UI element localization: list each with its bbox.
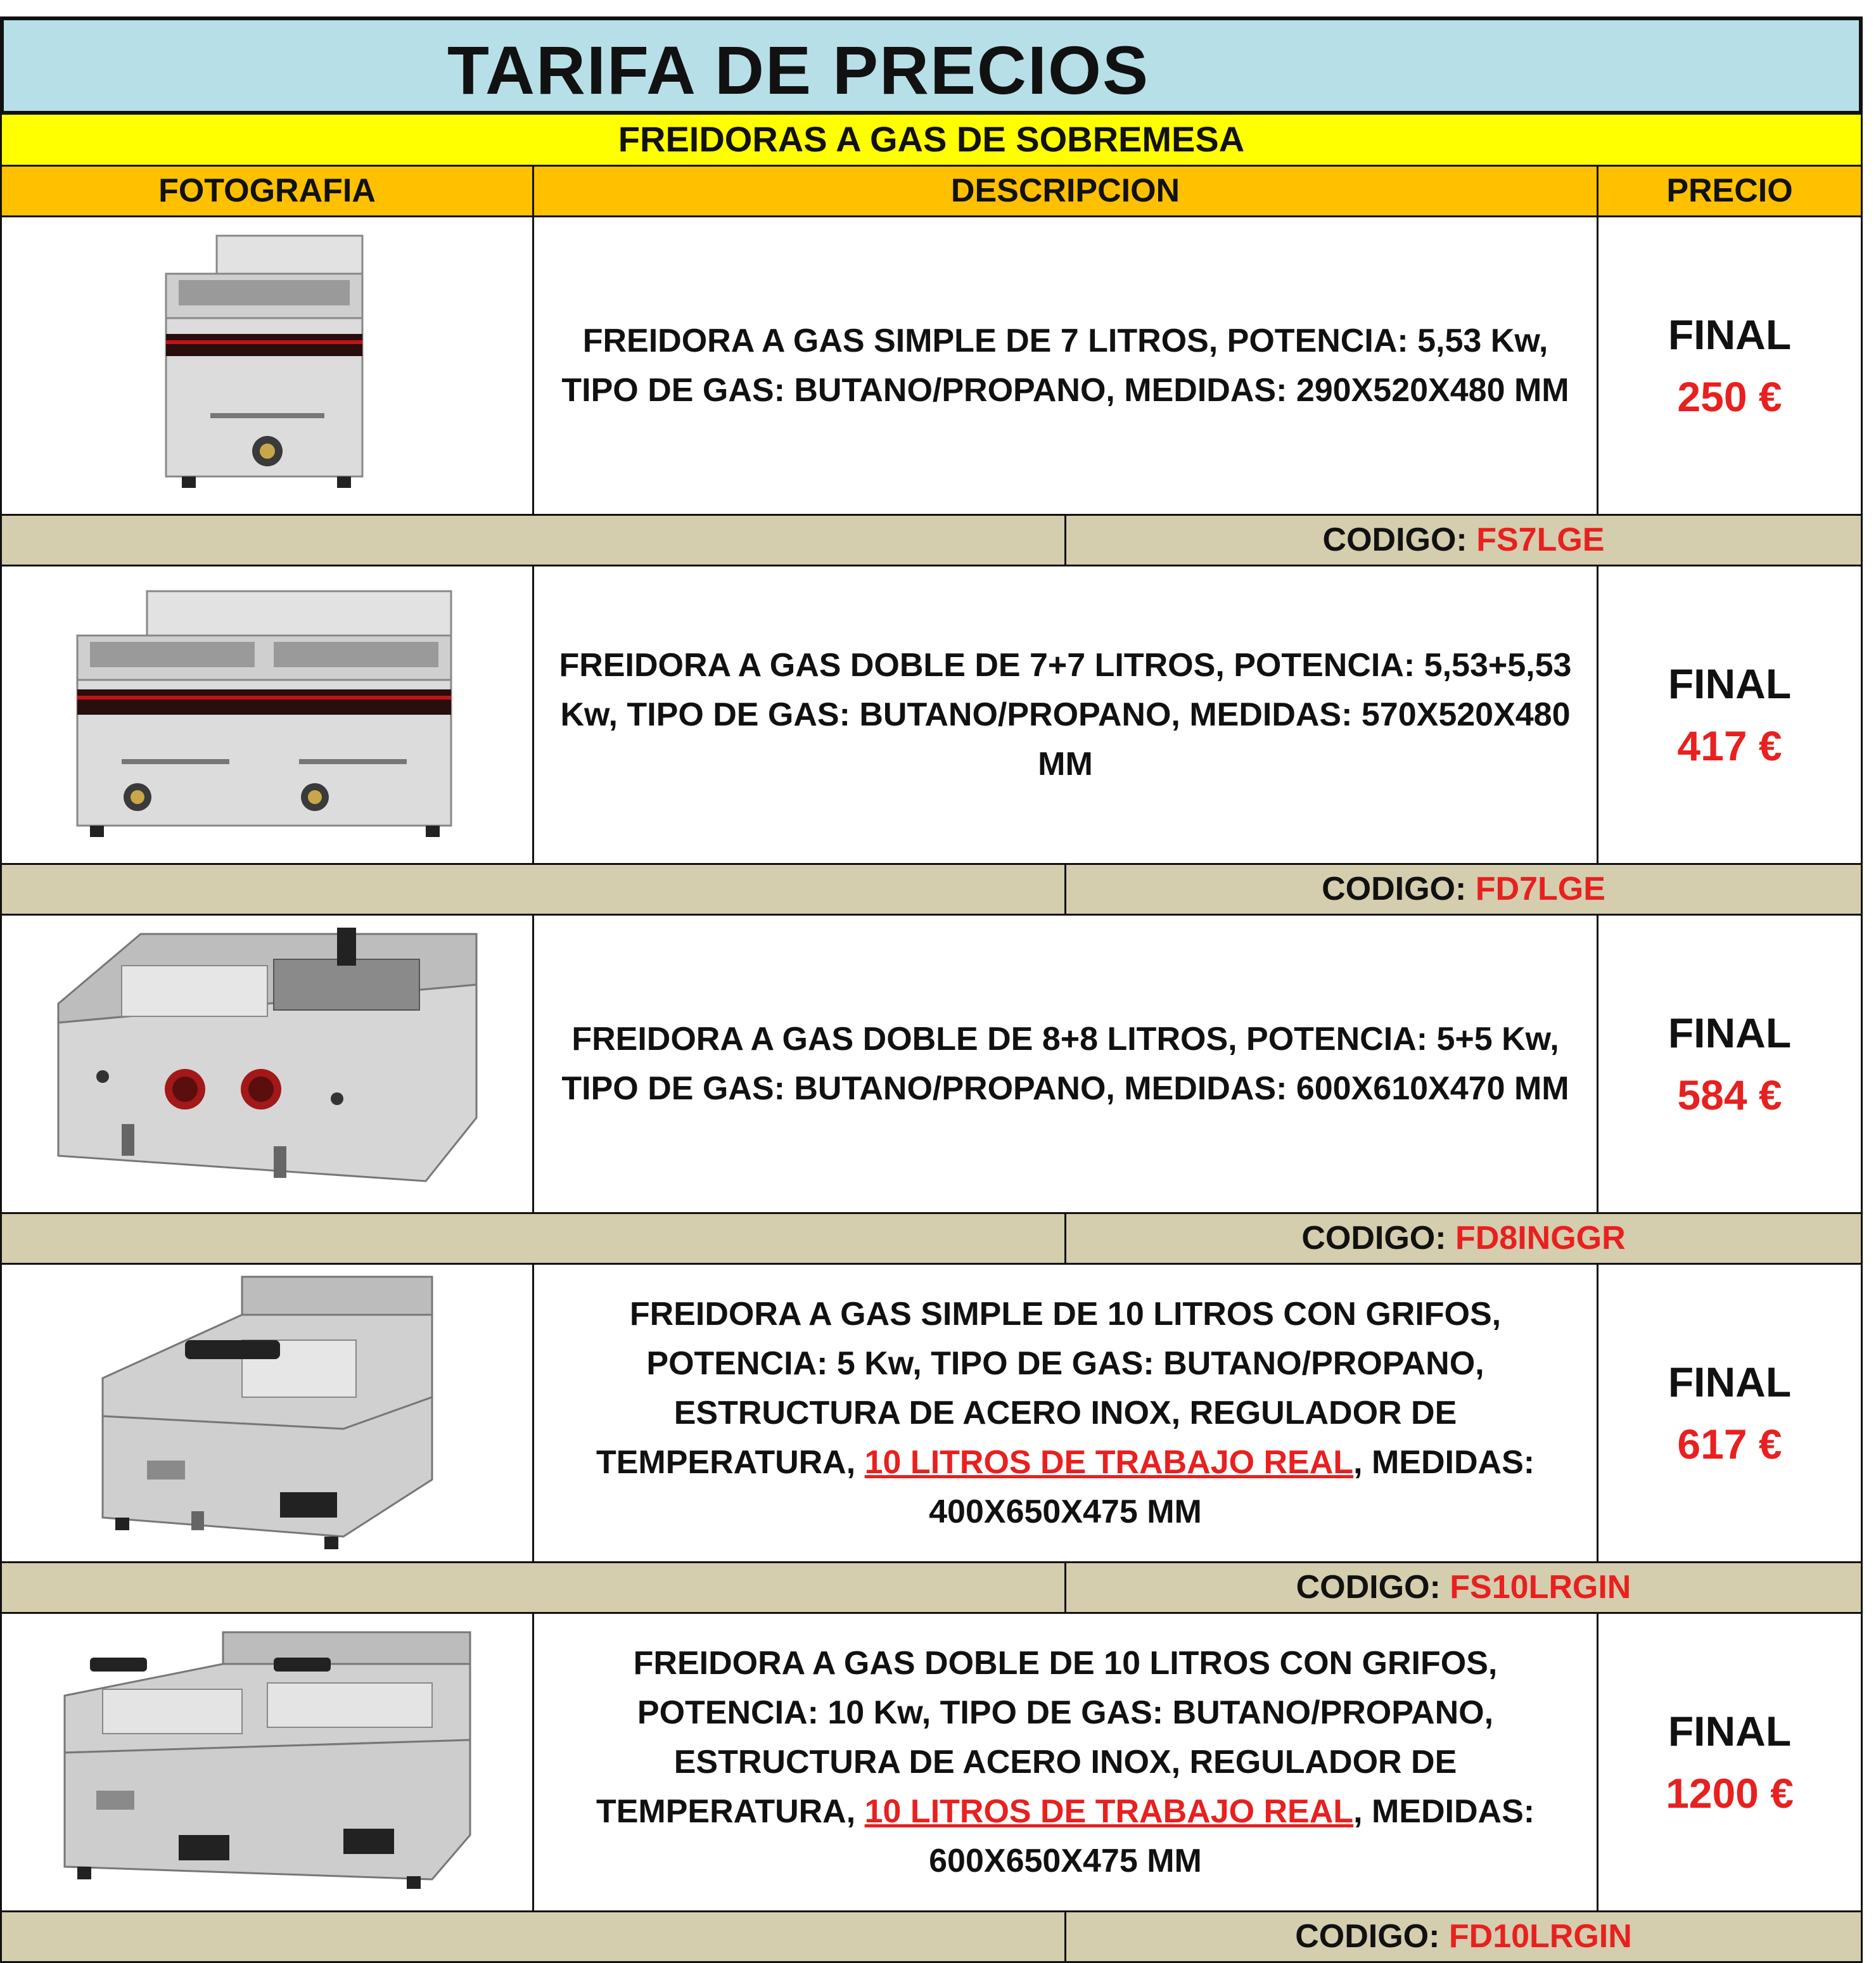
code-row — [0, 865, 1863, 916]
code-value: FS10LRGIN — [1450, 1569, 1631, 1606]
code-row — [0, 1912, 1863, 1963]
price-label: FINAL — [1668, 311, 1792, 358]
price-cell — [1598, 1614, 1861, 1910]
page-title: TARIFA DE PRECIOS — [447, 32, 1150, 108]
product-row — [0, 916, 1863, 1214]
price-value: 1200 € — [1666, 1770, 1794, 1817]
product-description: FREIDORA A GAS DOBLE DE 8+8 LITROS, POTENCIA: 5+5 Kw, TIPO DE GAS: BUTANO/PROPANO, MEDIDAS: 600X610X470 MM — [534, 916, 1598, 1212]
price-label: FINAL — [1668, 1009, 1792, 1056]
highlight-text: 10 LITROS DE TRABAJO REAL — [864, 1444, 1354, 1481]
highlight-text: 10 LITROS DE TRABAJO REAL — [864, 1793, 1354, 1830]
product-description: FREIDORA A GAS SIMPLE DE 10 LITROS CON GRIFOS, POTENCIA: 5 Kw, TIPO DE GAS: BUTANO/PROPANO, ESTRUCTURA DE ACERO INOX, REGULADOR DE TEMPERATURA, 10 LITROS DE TRABAJO REAL, MEDIDAS: 400X650X475 MM — [534, 1265, 1598, 1561]
single-fryer-taps-photo — [2, 1265, 534, 1561]
price-cell — [1598, 566, 1861, 863]
price-value: 617 € — [1677, 1421, 1782, 1467]
header-description: DESCRIPCION — [534, 167, 1598, 215]
product-row — [0, 1614, 1863, 1912]
product-row — [0, 566, 1863, 865]
code-label: CODIGO: — [1322, 521, 1467, 558]
price-cell — [1598, 916, 1861, 1212]
code-value: FD8INGGR — [1455, 1220, 1626, 1256]
code-label: CODIGO: — [1322, 871, 1467, 907]
code-label: CODIGO: — [1295, 1918, 1440, 1955]
price-sheet — [0, 16, 1863, 1963]
code-label: CODIGO: — [1301, 1220, 1446, 1256]
double-fryer-basket-photo — [2, 916, 534, 1212]
title-bar — [0, 16, 1863, 115]
category-header: FREIDORAS A GAS DE SOBREMESA — [0, 115, 1863, 167]
price-value: 250 € — [1677, 373, 1782, 420]
header-photo: FOTOGRAFIA — [2, 167, 534, 215]
price-cell — [1598, 1265, 1861, 1561]
product-description: FREIDORA A GAS DOBLE DE 7+7 LITROS, POTENCIA: 5,53+5,53 Kw, TIPO DE GAS: BUTANO/PROPANO, MEDIDAS: 570X520X480 MM — [534, 566, 1598, 863]
product-description: FREIDORA A GAS DOBLE DE 10 LITROS CON GRIFOS, POTENCIA: 10 Kw, TIPO DE GAS: BUTANO/PROPANO, ESTRUCTURA DE ACERO INOX, REGULADOR DE TEMPERATURA, 10 LITROS DE TRABAJO REAL, MEDIDAS: 600X650X475 MM — [534, 1614, 1598, 1910]
price-cell — [1598, 217, 1861, 514]
product-description: FREIDORA A GAS SIMPLE DE 7 LITROS, POTENCIA: 5,53 Kw, TIPO DE GAS: BUTANO/PROPANO, MEDIDAS: 290X520X480 MM — [534, 217, 1598, 514]
header-price: PRECIO — [1666, 172, 1793, 209]
single-fryer-photo — [2, 217, 534, 514]
double-fryer-photo — [2, 566, 534, 863]
product-row — [0, 217, 1863, 516]
product-code — [1066, 865, 1861, 914]
product-row — [0, 1265, 1863, 1563]
code-row — [0, 516, 1863, 566]
product-code — [1066, 1214, 1861, 1263]
price-label: FINAL — [1668, 660, 1792, 707]
code-row — [0, 1563, 1863, 1614]
code-value: FS7LGE — [1476, 521, 1605, 558]
double-fryer-taps-photo — [2, 1614, 534, 1910]
column-headers — [0, 167, 1863, 217]
price-label: FINAL — [1668, 1359, 1792, 1405]
price-value: 584 € — [1677, 1071, 1782, 1118]
price-value: 417 € — [1677, 722, 1782, 769]
product-code — [1066, 1563, 1861, 1612]
code-label: CODIGO: — [1296, 1569, 1441, 1606]
code-row — [0, 1214, 1863, 1265]
code-value: FD10LRGIN — [1448, 1918, 1632, 1955]
product-code — [1066, 1912, 1861, 1961]
product-code — [1066, 516, 1861, 565]
price-label: FINAL — [1668, 1708, 1792, 1755]
code-value: FD7LGE — [1475, 871, 1605, 907]
